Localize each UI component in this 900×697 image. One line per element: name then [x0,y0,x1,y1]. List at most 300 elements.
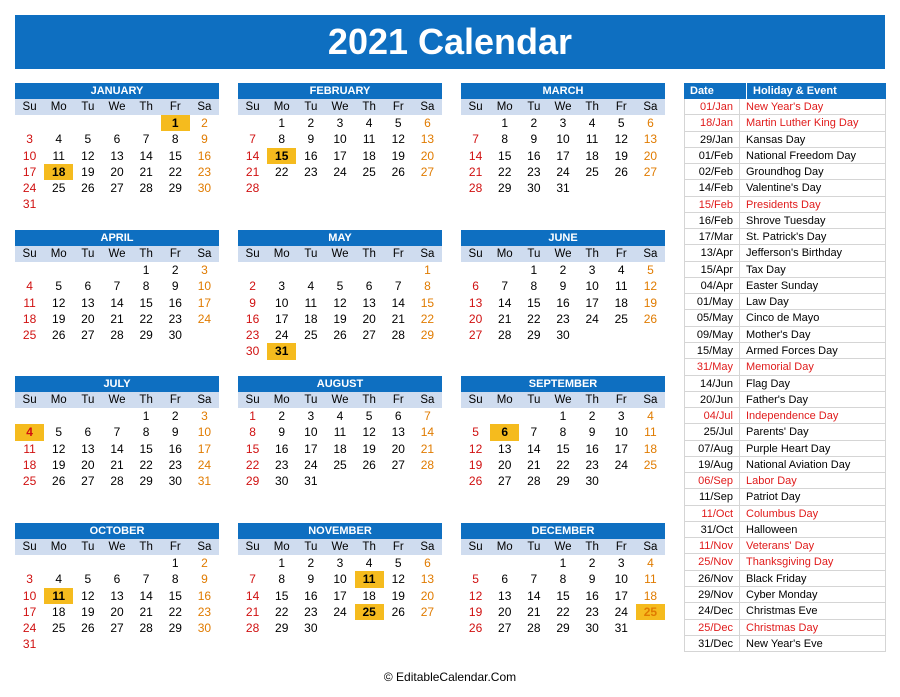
day-cell: 5 [394,116,402,130]
week-row [238,588,442,604]
day-cell: 20 [81,457,95,472]
weekday-label: Tu [81,248,95,260]
empty-day-cell [161,196,190,212]
weekday-label: Tu [527,541,541,553]
day-cell: 6 [365,279,373,294]
holiday-event: Armed Forces Day [740,343,886,358]
day-cell: 8 [142,425,150,440]
holiday-row [684,148,886,164]
day-cell: 6 [424,556,431,570]
week-row [15,473,219,489]
holiday-date: 25/Jul [684,424,740,439]
day-cell: 29 [168,181,182,196]
week-row [461,424,665,440]
day-cell: 9 [559,279,567,294]
empty-day-cell [384,262,413,278]
week-row [15,441,219,457]
day-cell: 14 [420,425,435,440]
week-row [15,164,219,180]
empty-day-cell [44,555,73,571]
holiday-date: 11/Oct [684,506,740,521]
day-cell: 9 [307,572,315,587]
weekday-label: Th [362,394,376,406]
day-cell: 14 [110,441,124,456]
holiday-date: 18/Jan [684,115,740,130]
day-cell: 16 [275,441,289,456]
holiday-date: 13/Apr [684,245,740,260]
weekday-header [15,246,219,262]
day-cell: 23 [556,311,570,326]
day-cell: 7 [249,132,256,147]
holiday-date: 20/Jun [684,392,740,407]
day-cell: 29 [245,474,260,489]
month-october [15,523,219,653]
holiday-row [684,603,886,619]
day-cell: 25 [52,181,66,196]
day-cell: 22 [139,311,153,326]
holiday-row [684,213,886,229]
week-row [461,311,665,327]
day-cell: 10 [556,132,570,147]
weekday-label: Fr [169,101,181,113]
day-cell: 23 [304,164,318,179]
day-cell: 26 [362,457,376,472]
day-cell: 3 [278,279,286,294]
empty-day-cell [44,408,73,424]
weekday-label: Fr [392,101,404,113]
day-cell: 27 [498,621,512,636]
day-cell: 19 [468,457,483,472]
day-cell: 29 [139,474,153,489]
day-cell: 12 [643,279,658,294]
empty-day-cell [161,636,190,652]
month-january [15,83,219,213]
day-cell: 19 [614,148,628,163]
day-cell: 5 [55,279,63,294]
day-cell: 10 [333,132,347,147]
week-row [461,457,665,473]
day-cell: 16 [556,295,570,310]
day-cell: 5 [472,425,479,440]
day-cell: 8 [501,132,509,147]
day-cell: 1 [171,556,179,570]
holiday-date: 29/Nov [684,587,740,602]
week-row [15,196,219,212]
day-cell: 23 [585,604,599,619]
day-cell: 21 [245,164,260,179]
day-cell: 11 [333,425,347,440]
holiday-row [684,343,886,359]
day-cell: 11 [585,132,599,147]
week-row [15,131,219,147]
weekday-label: Th [139,248,153,260]
day-cell: 7 [501,279,509,294]
day-cell: 20 [468,311,483,326]
week-row [238,262,442,278]
holiday-event: Halloween [740,522,886,537]
week-row [238,278,442,294]
holiday-event: Columbus Day [740,506,886,521]
empty-day-cell [73,636,102,652]
holiday-row [684,376,886,392]
day-cell: 1 [278,116,286,130]
empty-day-cell [132,555,161,571]
day-cell: 19 [52,311,66,326]
weekday-label: Mo [273,101,290,113]
holiday-date: 05/May [684,310,740,325]
empty-day-cell [325,620,354,636]
month-name: MARCH [461,83,665,99]
day-cell: 26 [52,474,66,489]
empty-day-cell [519,555,548,571]
day-cell: 11 [23,441,36,456]
empty-day-cell [296,343,325,359]
day-cell: 28 [245,181,260,196]
empty-day-cell [325,343,354,359]
day-cell: 31 [304,474,318,489]
day-cell: 10 [22,588,37,603]
day-cell: 6 [84,279,92,294]
day-cell: 15 [420,295,435,310]
holiday-date: 01/May [684,294,740,309]
holiday-date: 16/Feb [684,213,740,228]
day-cell: 21 [245,604,260,619]
empty-day-cell [636,180,665,196]
day-cell: 13 [468,295,483,310]
weekday-label: Sa [643,101,658,113]
day-cell: 25 [614,311,628,326]
holiday-row [684,408,886,424]
empty-day-cell [355,343,384,359]
weekday-label: Su [245,101,260,113]
week-row [461,164,665,180]
day-cell: 24 [333,164,347,179]
week-row [461,571,665,587]
weekday-label: Th [585,248,599,260]
day-cell: 26 [52,328,66,343]
day-cell: 11 [644,425,657,440]
day-cell: 4 [647,409,654,423]
weekday-label: Mo [273,394,290,406]
day-cell: 5 [365,409,373,423]
holiday-date: 24/Dec [684,603,740,618]
day-cell: 13 [110,148,124,163]
day-cell: 13 [362,295,376,310]
day-cell: 28 [498,328,512,343]
holiday-event: Cinco de Mayo [740,310,886,325]
holiday-date: 04/Apr [684,278,740,293]
weekday-header [238,246,442,262]
holiday-row [684,197,886,213]
day-cell: 10 [197,279,212,294]
empty-day-cell [413,180,442,196]
empty-day-cell [490,408,519,424]
empty-day-cell [413,620,442,636]
day-cell: 22 [498,164,512,179]
day-cell: 24 [22,181,37,196]
weekday-label: Th [362,541,376,553]
holiday-date: 09/May [684,327,740,342]
weekday-label: Mo [50,541,67,553]
weekday-header [15,539,219,555]
empty-day-cell [636,620,665,636]
day-cell: 31 [556,181,570,196]
day-cell: 18 [44,164,73,180]
day-cell: 11 [355,571,384,587]
day-cell: 19 [391,588,405,603]
empty-day-cell [355,620,384,636]
day-cell: 17 [556,148,570,163]
header-event: Holiday & Event [746,83,886,99]
day-cell: 28 [391,328,405,343]
day-cell: 18 [333,441,347,456]
day-cell: 22 [420,311,435,326]
day-cell: 20 [362,311,376,326]
day-cell: 23 [197,604,212,619]
day-cell: 3 [336,116,344,130]
day-cell: 16 [527,148,541,163]
holiday-event: Flag Day [740,376,886,391]
day-cell: 28 [468,181,483,196]
holiday-event: St. Patrick's Day [740,229,886,244]
holiday-date: 29/Jan [684,132,740,147]
day-cell: 18 [52,604,66,619]
day-cell: 23 [245,328,260,343]
day-cell: 19 [468,604,483,619]
weekday-label: Mo [496,541,513,553]
day-cell: 28 [139,621,153,636]
weekday-label: Tu [81,541,95,553]
day-cell: 1 [559,409,567,423]
weekday-header [15,392,219,408]
day-cell: 21 [391,311,405,326]
empty-day-cell [607,327,636,343]
day-cell: 15 [139,441,153,456]
weekday-label: Su [468,248,483,260]
holiday-row [684,587,886,603]
holiday-event: Kansas Day [740,132,886,147]
day-cell: 1 [530,263,538,277]
day-cell: 18 [585,148,599,163]
empty-day-cell [607,473,636,489]
day-cell: 30 [245,344,260,359]
holiday-row [684,310,886,326]
day-cell: 19 [391,148,405,163]
holiday-row [684,278,886,294]
day-cell: 11 [644,572,657,587]
day-cell: 8 [278,572,286,587]
empty-day-cell [607,180,636,196]
holiday-event: Black Friday [740,571,886,586]
month-name: JANUARY [15,83,219,99]
holiday-date: 06/Sep [684,473,740,488]
day-cell: 8 [249,425,256,440]
empty-day-cell [578,180,607,196]
day-cell: 12 [52,441,66,456]
day-cell: 14 [468,148,483,163]
empty-day-cell [355,180,384,196]
day-cell: 10 [22,148,37,163]
day-cell: 23 [168,457,182,472]
holiday-date: 17/Mar [684,229,740,244]
day-cell: 23 [275,457,289,472]
day-cell: 30 [527,181,541,196]
day-cell: 19 [333,311,347,326]
day-cell: 8 [171,572,179,587]
day-cell: 9 [278,425,286,440]
day-cell: 24 [333,604,347,619]
holiday-event: Easter Sunday [740,278,886,293]
day-cell: 17 [614,588,628,603]
day-cell: 15 [498,148,512,163]
weekday-label: We [331,101,349,113]
day-cell: 30 [585,474,599,489]
day-cell: 30 [168,328,182,343]
day-cell: 29 [168,621,182,636]
day-cell: 31 [22,637,37,652]
day-cell: 28 [527,474,541,489]
day-cell: 5 [472,572,479,587]
day-cell: 27 [81,328,95,343]
day-cell: 9 [307,132,315,147]
day-cell: 24 [197,457,212,472]
day-cell: 9 [249,295,256,310]
empty-day-cell [384,343,413,359]
day-cell: 28 [245,621,260,636]
day-cell: 27 [420,164,435,179]
day-cell: 21 [420,441,435,456]
day-cell: 7 [113,425,121,440]
week-row [15,571,219,587]
day-cell: 27 [643,164,658,179]
weekday-label: Mo [496,248,513,260]
day-cell: 21 [527,457,541,472]
day-cell: 18 [643,588,658,603]
day-cell: 17 [585,295,599,310]
holiday-date: 14/Jun [684,376,740,391]
day-cell: 11 [304,295,318,310]
day-cell: 14 [139,588,153,603]
day-cell: 29 [556,474,570,489]
day-cell: 18 [643,441,658,456]
day-cell: 27 [81,474,95,489]
holiday-row [684,424,886,440]
day-cell: 2 [201,116,208,130]
day-cell: 4 [588,116,596,130]
day-cell: 6 [113,132,121,147]
holiday-event: Mother's Day [740,327,886,342]
holiday-date: 01/Feb [684,148,740,163]
day-cell: 14 [527,588,541,603]
holiday-event: Christmas Day [740,620,886,635]
empty-day-cell [355,262,384,278]
day-cell: 12 [81,148,95,163]
day-cell: 22 [527,311,541,326]
day-cell: 14 [527,441,541,456]
empty-day-cell [132,115,161,131]
day-cell: 24 [22,621,37,636]
day-cell: 12 [52,295,66,310]
day-cell: 22 [275,164,289,179]
week-row [15,311,219,327]
day-cell: 31 [197,474,212,489]
holiday-event: New Year's Eve [740,636,886,651]
weekday-label: Th [362,248,376,260]
week-row [238,180,442,196]
day-cell: 1 [424,263,431,277]
month-name: APRIL [15,230,219,246]
weekday-header [15,99,219,115]
day-cell: 1 [559,556,567,570]
day-cell: 9 [201,132,208,147]
day-cell: 13 [643,132,658,147]
week-row [15,424,219,440]
day-cell: 27 [110,181,124,196]
empty-day-cell [296,180,325,196]
holiday-date: 31/Dec [684,636,740,651]
holiday-row [684,441,886,457]
weekday-label: Sa [420,101,435,113]
day-cell: 21 [110,457,124,472]
day-cell: 12 [614,132,628,147]
weekday-label: Th [362,101,376,113]
holiday-event: Memorial Day [740,359,886,374]
day-cell: 30 [556,328,570,343]
week-row [15,180,219,196]
month-december [461,523,665,636]
week-row [238,115,442,131]
day-cell: 16 [245,311,260,326]
empty-day-cell [519,408,548,424]
day-cell: 30 [197,181,212,196]
day-cell: 9 [530,132,538,147]
day-cell: 19 [81,164,95,179]
holiday-date: 11/Sep [684,489,740,504]
holiday-event: Thanksgiving Day [740,554,886,569]
holiday-event: National Aviation Day [740,457,886,472]
day-cell: 8 [530,279,538,294]
weekday-label: Su [22,394,37,406]
day-cell: 10 [304,425,318,440]
day-cell: 9 [171,279,179,294]
day-cell: 8 [559,572,567,587]
day-cell: 4 [307,279,315,294]
week-row [238,311,442,327]
holiday-date: 11/Nov [684,538,740,553]
day-cell: 15 [267,148,296,164]
day-cell: 12 [333,295,347,310]
holiday-date: 25/Dec [684,620,740,635]
week-row [461,408,665,424]
day-cell: 18 [362,588,376,603]
day-cell: 2 [307,116,315,130]
week-row [15,555,219,571]
day-cell: 25 [636,604,665,620]
day-cell: 7 [424,409,431,423]
week-row [238,457,442,473]
weekday-label: Sa [420,541,435,553]
day-cell: 6 [472,279,479,294]
day-cell: 24 [614,457,628,472]
empty-day-cell [102,115,131,131]
day-cell: 1 [142,263,150,277]
weekday-label: Tu [81,394,95,406]
day-cell: 24 [614,604,628,619]
day-cell: 26 [468,621,483,636]
weekday-label: We [108,101,126,113]
day-cell: 26 [391,164,405,179]
day-cell: 3 [26,572,33,587]
